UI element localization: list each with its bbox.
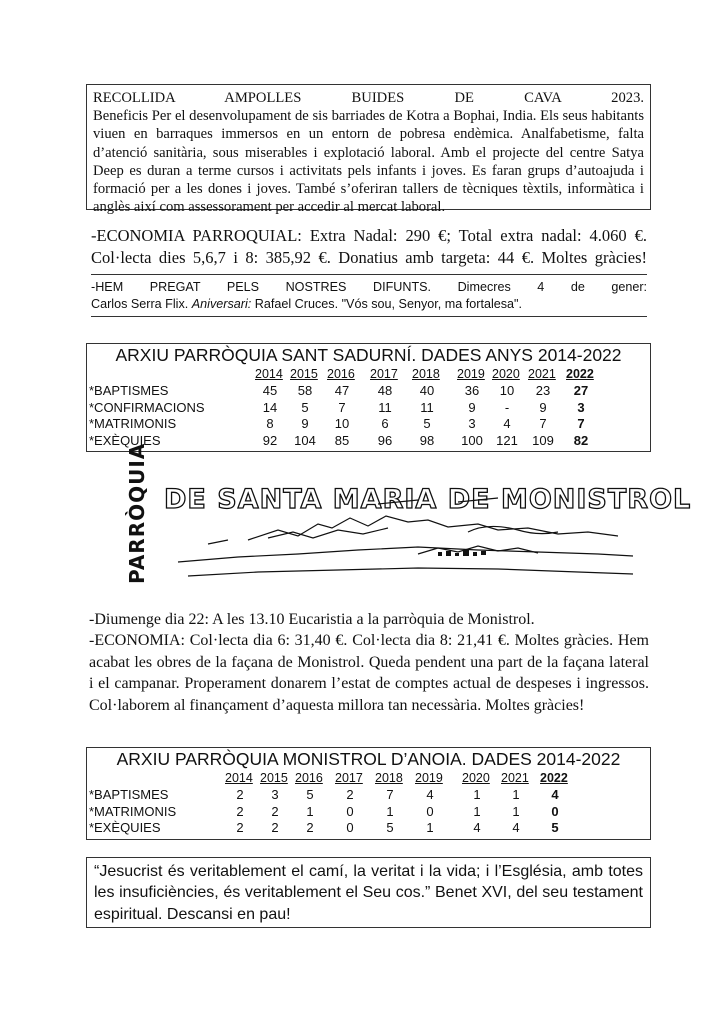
economia-line-1: -ECONOMIA PARROQUIAL: Extra Nadal: 290 €; Total extra nadal: 4.060 €.	[91, 226, 647, 245]
table-cell: 4	[551, 787, 559, 802]
table-cell: 0	[551, 804, 559, 819]
table-cell: 1	[386, 804, 394, 819]
table-cell: 1	[473, 787, 481, 802]
year-header: 2019	[457, 367, 485, 381]
year-header: 2020	[492, 367, 520, 381]
table-cell: 96	[377, 433, 393, 448]
table-cell: 4	[473, 820, 481, 835]
table-cell: 6	[381, 416, 389, 431]
year-header: 2018	[412, 367, 440, 381]
table-cell: 5	[423, 416, 431, 431]
table-cell: 98	[419, 433, 435, 448]
year-header: 2016	[327, 367, 355, 381]
table-cell: 40	[419, 383, 435, 398]
row-label: *EXÈQUIES	[89, 433, 161, 448]
pregat-word: DIFUNTS.	[372, 280, 432, 294]
table-cell: 9	[539, 400, 547, 415]
table-cell: 3	[468, 416, 476, 431]
table-cell: 5	[551, 820, 559, 835]
table-cell: 11	[420, 400, 434, 415]
table-title: ARXIU PARRÒQUIA MONISTROL D’ANOIA. DADES 2014-2022	[116, 749, 621, 769]
table-cell: 2	[271, 804, 279, 819]
table-cell: 3	[271, 787, 279, 802]
year-header: 2014	[225, 771, 253, 785]
table-cell: 2	[236, 787, 244, 802]
recollida-notice-box	[86, 84, 651, 216]
table-cell: 9	[301, 416, 309, 431]
table-cell: 0	[426, 804, 434, 819]
parish-logo	[118, 442, 692, 592]
pregat-word: PELS	[226, 280, 260, 294]
table-cell: 1	[512, 804, 520, 819]
pregat-word: PREGAT	[149, 280, 201, 294]
anniversary-label: Aniversari:	[191, 297, 252, 311]
table-cell: 121	[496, 433, 518, 448]
heading-word: DE	[454, 90, 474, 106]
table-cell: 92	[262, 433, 278, 448]
logo-title: DE SANTA MARIA DE MONISTROL	[164, 484, 692, 515]
table-cell: 58	[297, 383, 313, 398]
year-header: 2019	[415, 771, 443, 785]
table-cell: 7	[338, 400, 346, 415]
table-cell: 2	[271, 820, 279, 835]
monistrol-mass: -Diumenge dia 22: A les 13.10 Eucaristia a la parròquia de Monistrol.	[89, 611, 535, 628]
table-cell: 10	[334, 416, 350, 431]
monistrol-notice	[89, 609, 649, 716]
economia-line-2: Col·lecta dies 5,6,7 i 8: 385,92 €. Donatius amb targeta: 44 €. Moltes gràcies!	[91, 248, 647, 267]
table-monistrol	[86, 747, 651, 840]
year-header: 2021	[501, 771, 529, 785]
row-label: *CONFIRMACIONS	[89, 400, 205, 415]
recollida-heading	[93, 89, 644, 107]
pregat-word: NOSTRES	[285, 280, 347, 294]
table-cell: 4	[503, 416, 511, 431]
year-header: 2017	[335, 771, 363, 785]
pregat-word: Dimecres	[457, 280, 511, 294]
table-cell: 9	[468, 400, 476, 415]
pregat-word: gener:	[611, 280, 648, 294]
year-header: 2014	[255, 367, 283, 381]
table-cell: 104	[294, 433, 316, 448]
table-cell: 4	[426, 787, 434, 802]
table-cell: 0	[346, 804, 354, 819]
table-cell: 8	[266, 416, 274, 431]
heading-word: CAVA	[524, 90, 561, 106]
table-cell: 45	[262, 383, 278, 398]
table-cell: 109	[532, 433, 554, 448]
table-cell: 47	[334, 383, 350, 398]
row-label: *MATRIMONIS	[89, 416, 177, 431]
year-header: 2020	[462, 771, 490, 785]
row-label: *MATRIMONIS	[89, 804, 177, 819]
pregat-line-2	[91, 296, 647, 313]
year-header: 2022	[540, 771, 568, 785]
year-header: 2017	[370, 367, 398, 381]
table-cell: 48	[377, 383, 393, 398]
table-cell: 0	[346, 820, 354, 835]
table-cell: 7	[386, 787, 394, 802]
table-cell: 1	[473, 804, 481, 819]
table-cell: 2	[346, 787, 354, 802]
heading-word: 2023.	[611, 90, 645, 106]
monistrol-economia: -ECONOMIA: Col·lecta dia 6: 31,40 €. Col·lecta dia 8: 21,41 €. Moltes gràcies. Hem acabat les obres de la façana de Monistrol. Queda pendent una part de la façana lateral i el campanar. Properament donarem l’estat de comptes actual de despeses i ingressos. Col·laborem al finançament d’aquesta millora tan necessària. Moltes gràcies!	[89, 632, 649, 714]
table-cell: 23	[535, 383, 551, 398]
year-header: 2022	[566, 367, 594, 381]
pregat-names: Carlos Serra Flix.	[91, 297, 189, 311]
row-label: *BAPTISMES	[89, 383, 169, 398]
table-cell: 14	[262, 400, 278, 415]
recollida-body: Beneficis Per el desenvolupament de sis barriades de Kotra a Bophai, India. Els seus habitants viuen en barraques immersos en un entorn de pobresa endèmica. Analfabetisme, falta d’atenció sanitària, sous miserables i explotació laboral. Amb el projecte del centre Satya Deep es duran a terme cursos i activitats pels infants i joves. Es faran grups d’autoajuda i formació per a les dones i joves. També s’oferiran tallers de tècniques tèxtils, informàtica i anglès així com assessorament per accedir al mercat laboral.	[93, 108, 644, 216]
row-label: *EXÈQUIES	[89, 820, 161, 835]
table-cell: -	[504, 400, 510, 415]
year-header: 2021	[528, 367, 556, 381]
table-cell: 1	[426, 820, 434, 835]
year-header: 2015	[260, 771, 288, 785]
table-cell: 100	[461, 433, 483, 448]
benet-xvi-quote: “Jesucrist és veritablement el camí, la veritat i la vida; i l’Església, amb totes les insuficiències, és veritablement el Seu cos.” Benet XVI, del seu testament espiritual. Descansi en pau!	[86, 857, 651, 928]
table-title: ARXIU PARRÒQUIA SANT SADURNÍ. DADES ANYS 2014-2022	[115, 345, 622, 365]
heading-word: BUIDES	[351, 90, 405, 106]
pregat-word: de	[570, 280, 585, 294]
table-cell: 11	[378, 400, 392, 415]
pregat-line-1	[91, 279, 647, 296]
table-cell: 85	[334, 433, 350, 448]
table-cell: 10	[499, 383, 515, 398]
year-header: 2016	[295, 771, 323, 785]
table-cell: 1	[512, 787, 520, 802]
pregat-word: 4	[537, 280, 545, 294]
table-cell: 3	[577, 400, 585, 415]
hem-pregat-notice	[91, 274, 647, 317]
table-cell: 5	[306, 787, 314, 802]
logo-side-text: PARRÒQUIA	[125, 442, 149, 584]
table-cell: 5	[301, 400, 309, 415]
year-header: 2015	[290, 367, 318, 381]
year-header: 2018	[375, 771, 403, 785]
table-cell: 36	[464, 383, 480, 398]
heading-word: AMPOLLES	[224, 90, 302, 106]
table-sant-sadurni	[86, 343, 651, 452]
anniversary-text: Rafael Cruces. "Vós sou, Senyor, ma fortalesa".	[254, 297, 523, 311]
heading-word: RECOLLIDA	[93, 90, 175, 106]
table-cell: 2	[236, 804, 244, 819]
mountain-sketch	[118, 442, 692, 592]
table-cell: 7	[539, 416, 547, 431]
table-cell: 5	[386, 820, 394, 835]
table-cell: 7	[577, 416, 585, 431]
table-cell: 2	[236, 820, 244, 835]
row-label: *BAPTISMES	[89, 787, 169, 802]
economia-parroquial	[91, 225, 647, 269]
table-cell: 27	[573, 383, 589, 398]
table-cell: 2	[306, 820, 314, 835]
table-cell: 1	[306, 804, 314, 819]
pregat-word: -HEM	[91, 280, 124, 294]
table-cell: 4	[512, 820, 520, 835]
table-cell: 82	[573, 433, 589, 448]
